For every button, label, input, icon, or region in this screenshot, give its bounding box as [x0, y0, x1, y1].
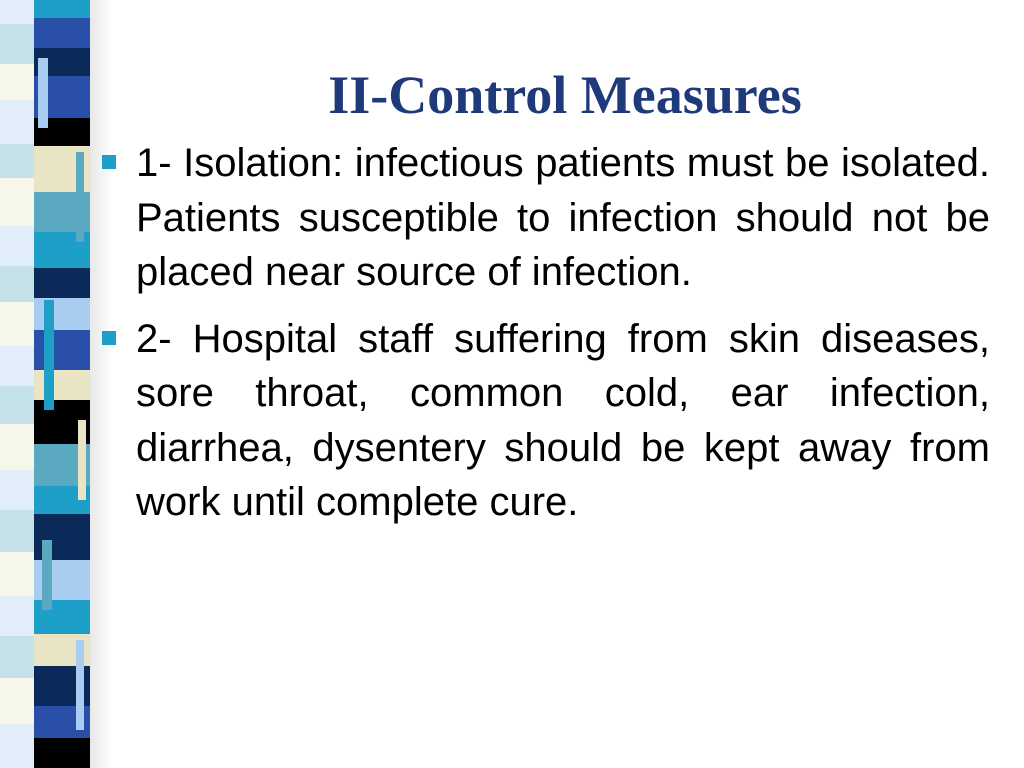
stripe-block	[0, 346, 34, 386]
stripe-block	[0, 100, 34, 144]
stripe-block	[0, 24, 34, 64]
stripe-block	[0, 596, 34, 636]
stripe-block	[0, 0, 34, 24]
stripe-block	[0, 178, 34, 226]
stripe-block	[34, 298, 90, 330]
stripe-block	[42, 540, 52, 610]
stripe-block	[34, 0, 90, 18]
stripe-block	[0, 470, 34, 510]
stripe-block	[0, 552, 34, 596]
stripe-block	[38, 58, 48, 128]
stripe-block	[0, 510, 34, 552]
bullet-list	[100, 136, 990, 542]
bullet-item-staff	[100, 312, 990, 530]
stripe-block	[34, 18, 90, 48]
stripe-block	[34, 738, 90, 768]
stripe-block	[0, 724, 34, 768]
stripe-block	[34, 330, 90, 370]
stripe-block	[76, 152, 84, 242]
decorative-stripe-bar	[0, 0, 112, 768]
stripe-block	[34, 370, 90, 400]
stripe-block	[0, 266, 34, 302]
stripe-block	[76, 640, 84, 730]
bullet-text: 2- Hospital staff suffering from skin diseases, sore throat, common cold, ear infection, diarrhea, dysentery should be kept away from work until complete cure.	[136, 316, 990, 524]
stripe-block	[0, 424, 34, 470]
stripe-block	[0, 386, 34, 424]
stripe-block	[44, 300, 54, 410]
stripe-block	[0, 636, 34, 678]
bullet-item-isolation	[100, 136, 990, 300]
stripe-block	[78, 420, 86, 500]
stripe-block	[0, 302, 34, 346]
square-bullet-icon	[102, 331, 116, 345]
square-bullet-icon	[102, 155, 116, 169]
stripe-block	[0, 678, 34, 724]
bullet-text: 1- Isolation: infectious patients must be isolated. Patients susceptible to infection should not be placed near source of infection.	[136, 141, 990, 294]
stripe-block	[0, 226, 34, 266]
stripe-block	[0, 64, 34, 100]
stripe-block	[0, 144, 34, 178]
stripe-block	[34, 268, 90, 298]
slide-title: II-Control Measures	[328, 65, 802, 125]
